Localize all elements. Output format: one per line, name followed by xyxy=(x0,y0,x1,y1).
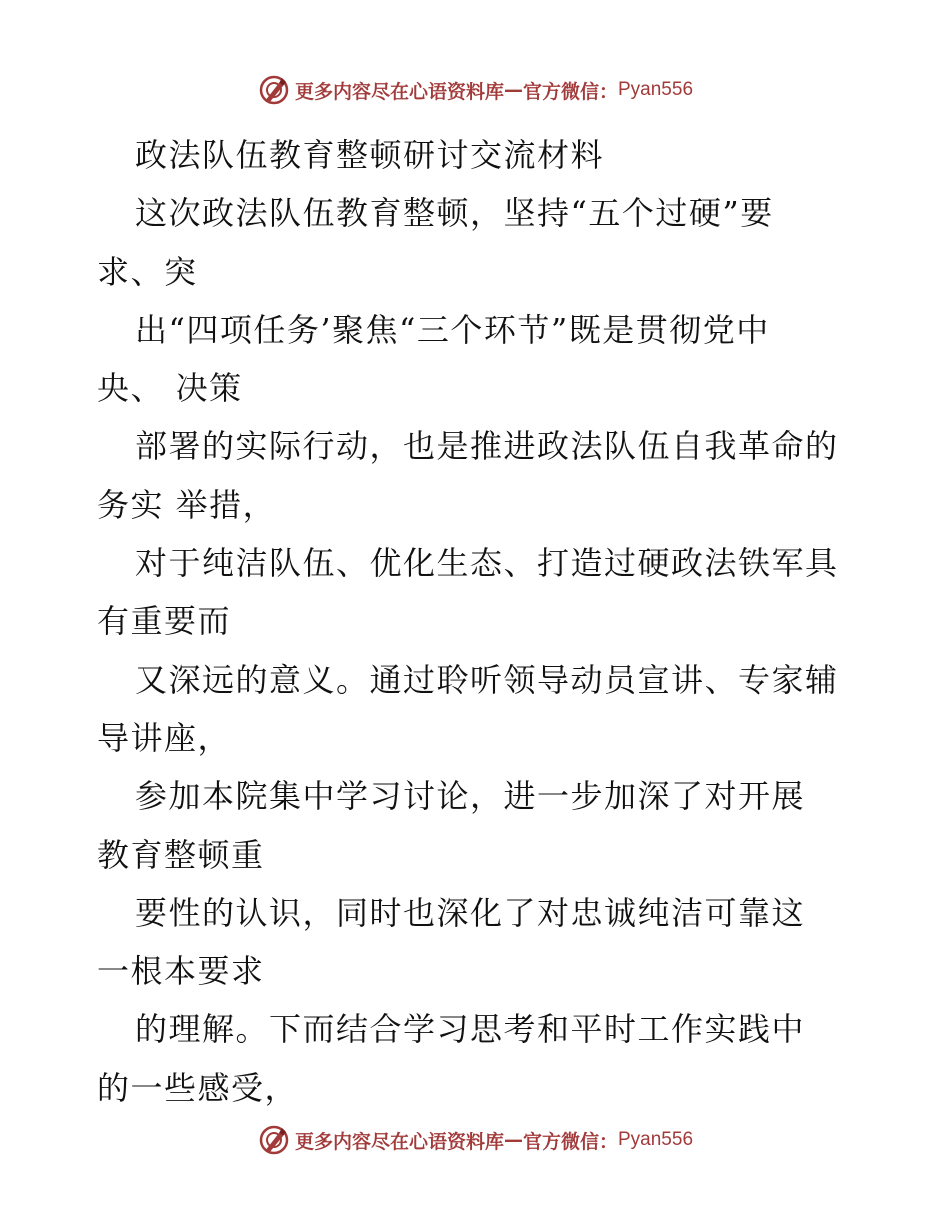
text-line: 一根本要求 xyxy=(97,952,265,991)
banner-contact-id: Pyan556 xyxy=(618,79,694,100)
text-line: 导讲座， xyxy=(97,718,232,757)
text-line: 务实 举措， xyxy=(97,485,277,524)
banner-separator: — xyxy=(503,1129,523,1151)
text-line: 要性的认识，同时也深化了对忠诚纯洁可靠这 xyxy=(135,893,806,932)
pen-logo-icon xyxy=(257,1123,291,1157)
banner-contact-id: Pyan556 xyxy=(618,1129,694,1150)
text-line: 求、突 xyxy=(97,252,198,291)
text-line: 教育整顿重 xyxy=(97,835,265,874)
text-line: 有重要而 xyxy=(97,602,232,641)
text-line: 部署的实际行动，也是推进政法队伍自我革命的 xyxy=(135,427,839,466)
text-line: 央、 决策 xyxy=(97,369,243,408)
footer-banner xyxy=(0,1120,950,1160)
text-line: 的一些感受， xyxy=(97,1068,299,1107)
banner-site-text: 更多内容尽在心语资料库 xyxy=(294,1130,504,1153)
banner-contact-label: 官方微信： xyxy=(522,80,618,103)
header-banner xyxy=(0,70,950,110)
text-line: 的理解。下而结合学习思考和平时工作实践中 xyxy=(135,1010,806,1049)
text-line: 对于纯洁队伍、优化生态、打造过硬政法铁军具 xyxy=(135,544,839,583)
document-title: 政法队伍教育整顿研讨交流材料 xyxy=(135,136,605,174)
text-line: 参加本院集中学习讨论，进一步加深了对开展 xyxy=(135,777,806,816)
banner-site-text: 更多内容尽在心语资料库 xyxy=(294,80,504,103)
banner-contact-label: 官方微信： xyxy=(522,1130,618,1153)
banner-separator: — xyxy=(503,79,523,101)
pen-logo-icon xyxy=(257,73,291,107)
text-line: 出“四项任务’聚焦“三个环节”既是贯彻党中 xyxy=(135,310,770,349)
document-body xyxy=(97,126,857,1117)
text-line: 这次政法队伍教育整顿，坚持“五个过硬”要 xyxy=(135,194,774,233)
text-line: 又深远的意义。通过聆听领导动员宣讲、专家辅 xyxy=(135,660,839,699)
